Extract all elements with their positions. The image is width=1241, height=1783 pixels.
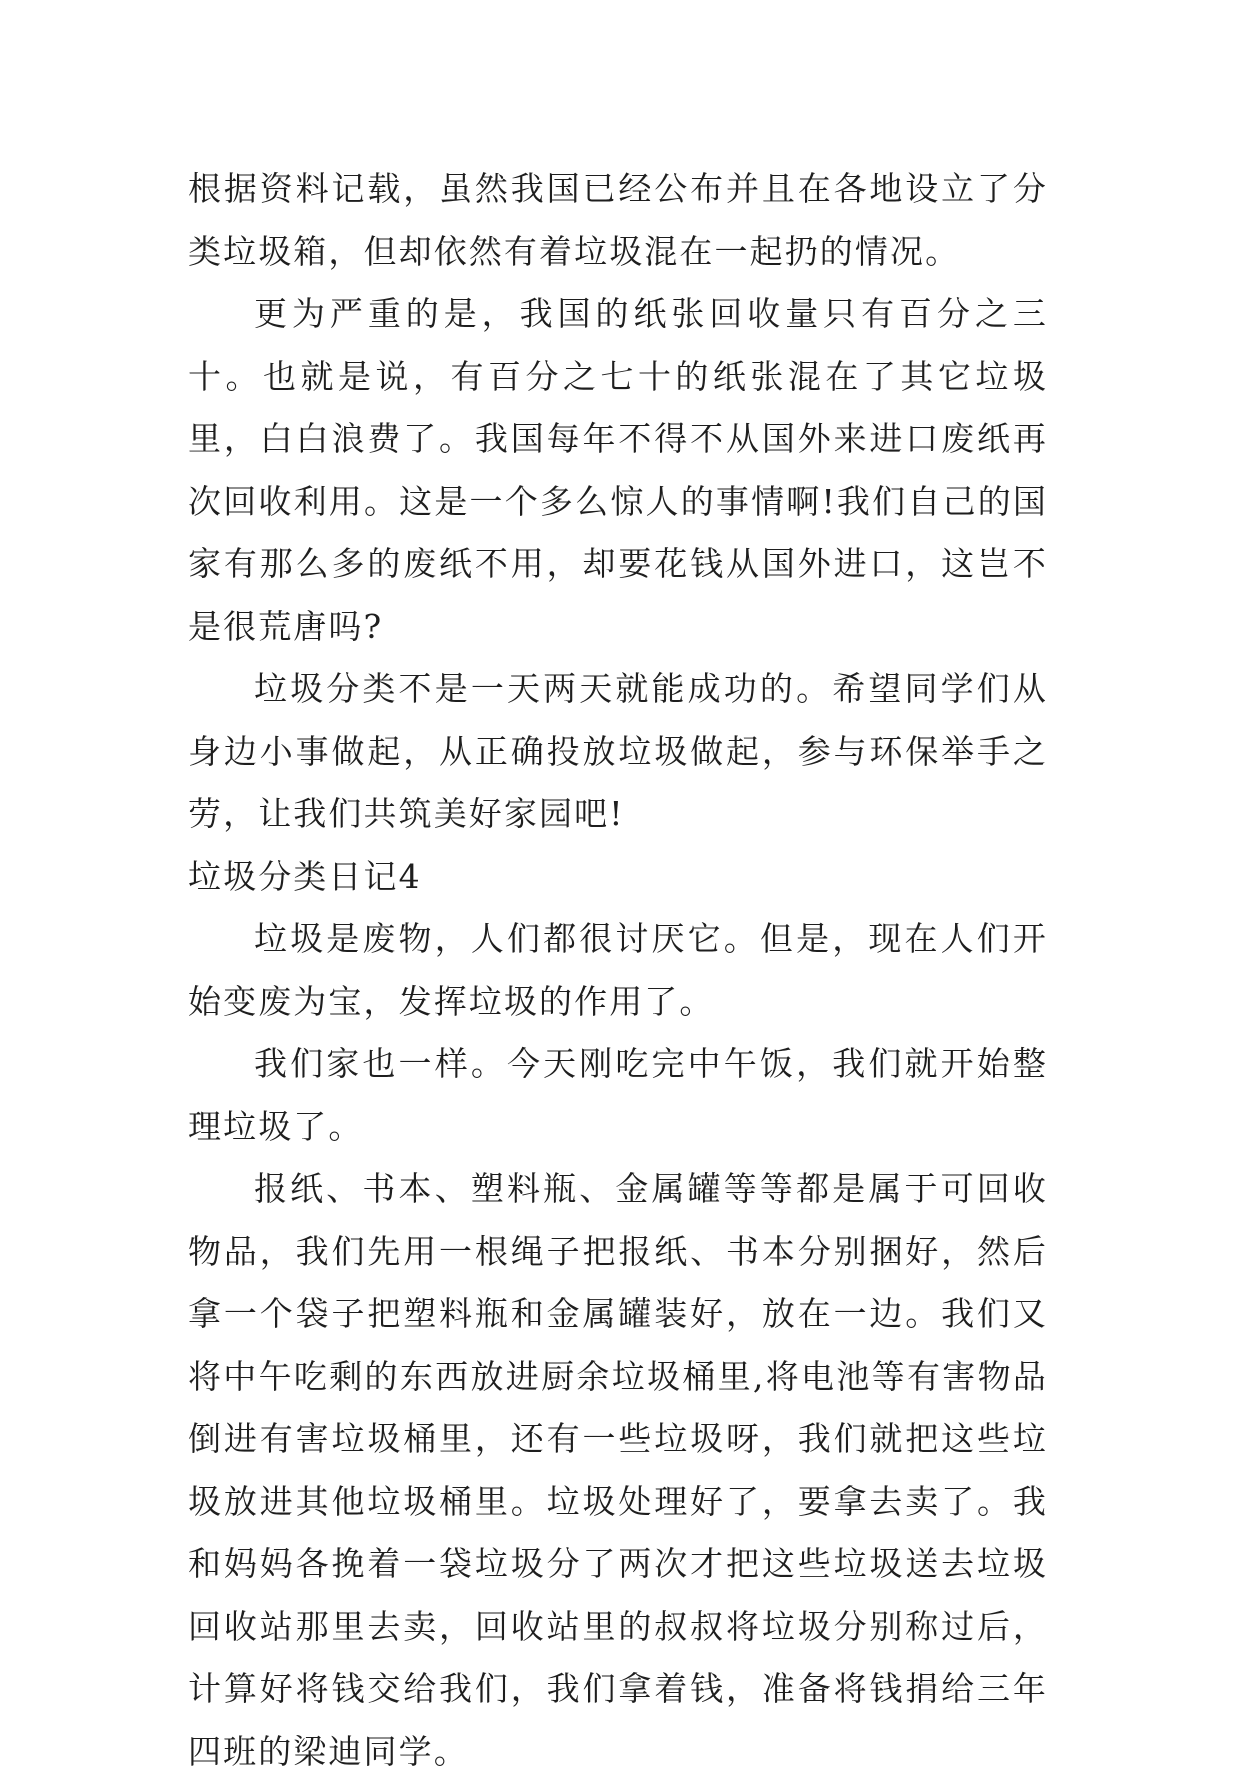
paragraph-sorting-process: 报纸、书本、塑料瓶、金属罐等等都是属于可回收物品，我们先用一根绳子把报纸、书本分别捆好，然后拿一个袋子把塑料瓶和金属罐装好，放在一边。我们又将中午吃剩的东西放进厨余垃圾桶里,将电池等有害物品倒进有害垃圾桶里，还有一些垃圾呀，我们就把这些垃圾放进其他垃圾桶里。垃圾处理好了，要拿去卖了。我和妈妈各挽着一袋垃圾分了两次才把这些垃圾送去垃圾回收站那里去卖，回收站里的叔叔将垃圾分别称过后，计算好将钱交给我们，我们拿着钱，准备将钱捐给三年四班的梁迪同学。: [188, 1169, 1048, 1771]
section-title: 垃圾分类日记4: [188, 856, 422, 896]
document-body: [188, 158, 1048, 1783]
paragraph-waste-to-treasure: 垃圾是废物，人们都很讨厌它。但是，现在人们开始变废为宝，发挥垃圾的作用了。: [188, 919, 1048, 1021]
paragraph-call-to-action: 垃圾分类不是一天两天就能成功的。希望同学们从身边小事做起，从正确投放垃圾做起，参与环保举手之劳，让我们共筑美好家园吧!: [188, 669, 1048, 833]
paragraph-our-family: 我们家也一样。今天刚吃完中午饭，我们就开始整理垃圾了。: [188, 1044, 1048, 1146]
paragraph-sorting-bins: 根据资料记载，虽然我国已经公布并且在各地设立了分类垃圾箱，但却依然有着垃圾混在一起扔的情况。: [188, 169, 1048, 271]
paragraph-paper-recycling: 更为严重的是，我国的纸张回收量只有百分之三十。也就是说，有百分之七十的纸张混在了其它垃圾里，白白浪费了。我国每年不得不从国外来进口废纸再次回收利用。这是一个多么惊人的事情啊!我们自己的国家有那么多的废纸不用，却要花钱从国外进口，这岂不是很荒唐吗?: [188, 294, 1048, 646]
